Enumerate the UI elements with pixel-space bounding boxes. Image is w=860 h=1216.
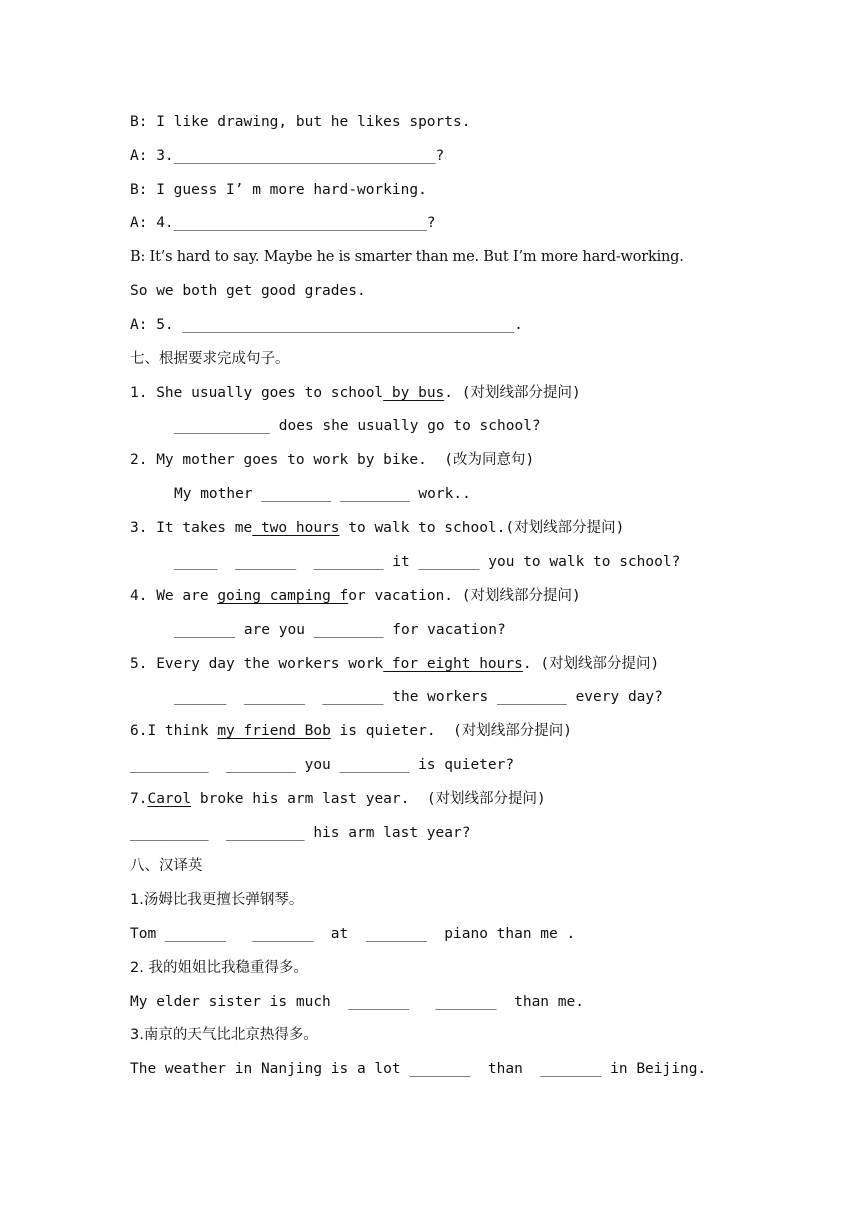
s7-q6-instruction: is quieter. (对划线部分提问) bbox=[330, 723, 572, 739]
s7-q5-text: 5. Every day the workers work bbox=[130, 656, 384, 672]
dialogue-line-b1: B: I like drawing, but he likes sports. bbox=[130, 114, 471, 130]
dialogue-line-a5: A: 5. ______________________________________. bbox=[130, 317, 523, 333]
s7-q4-underlined: going camping f bbox=[217, 588, 349, 604]
s7-answer-6: _________ ________ you ________ is quieter? bbox=[130, 757, 515, 773]
s7-answer-5: ______ _______ _______ the workers ________ every day? bbox=[174, 689, 663, 705]
s7-q7-underlined: Carol bbox=[147, 791, 192, 807]
section-8-heading: 八、汉译英 bbox=[130, 858, 203, 874]
s8-question-2: 2. 我的姐姐比我稳重得多。 bbox=[130, 960, 308, 976]
section-7-heading: 七、根据要求完成句子。 bbox=[130, 351, 290, 367]
s7-answer-4: _______ are you ________ for vacation? bbox=[174, 622, 506, 638]
s7-q1-instruction: . (对划线部分提问) bbox=[444, 385, 581, 401]
s7-question-3 bbox=[130, 518, 624, 538]
s7-answer-2: My mother ________ ________ work.. bbox=[174, 486, 471, 502]
dialogue-line-b2: B: I guess I’ m more hard-working. bbox=[130, 182, 427, 198]
s7-q7-instruction: broke his arm last year. (对划线部分提问) bbox=[191, 791, 546, 807]
s7-q1-underlined: by bus bbox=[383, 385, 445, 401]
s7-q6-text: 6.I think bbox=[130, 723, 218, 739]
s7-q4-instruction: or vacation. (对划线部分提问) bbox=[348, 588, 581, 604]
s8-question-1: 1.汤姆比我更擅长弹钢琴。 bbox=[130, 892, 304, 908]
s7-q3-text: 3. It takes me bbox=[130, 520, 253, 536]
s7-question-6 bbox=[130, 721, 572, 741]
s7-q6-underlined: my friend Bob bbox=[217, 723, 331, 739]
s7-q5-underlined: for eight hours bbox=[383, 656, 523, 672]
s7-q1-text: 1. She usually goes to school bbox=[130, 385, 384, 401]
dialogue-line-b3: B: It’s hard to say. Maybe he is smarter than me. But I’m more hard-working. bbox=[130, 249, 684, 265]
s7-question-5 bbox=[130, 654, 659, 674]
s7-question-4 bbox=[130, 586, 581, 606]
s7-question-1 bbox=[130, 383, 581, 403]
s7-answer-7: _________ _________ his arm last year? bbox=[130, 825, 471, 841]
s7-q5-instruction: . (对划线部分提问) bbox=[522, 656, 660, 672]
s7-q3-underlined: two hours bbox=[252, 520, 340, 536]
s7-question-2: 2. My mother goes to work by bike. (改为同意句) bbox=[130, 452, 535, 468]
s7-answer-3: _____ _______ ________ it _______ you to walk to school? bbox=[174, 554, 681, 570]
s8-question-3: 3.南京的天气比北京热得多。 bbox=[130, 1027, 318, 1043]
s8-answer-3: The weather in Nanjing is a lot _______ than _______ in Beijing. bbox=[130, 1061, 707, 1077]
dialogue-line-b3-cont: So we both get good grades. bbox=[130, 283, 366, 299]
s7-q3-instruction: to walk to school.(对划线部分提问) bbox=[339, 520, 625, 536]
dialogue-line-a3: A: 3.______________________________? bbox=[130, 148, 445, 164]
s8-answer-2: My elder sister is much _______ _______ than me. bbox=[130, 994, 584, 1010]
s7-q7-text: 7. bbox=[130, 791, 148, 807]
s7-q4-text: 4. We are bbox=[130, 588, 218, 604]
s7-answer-1: ___________ does she usually go to school? bbox=[174, 418, 541, 434]
s7-question-7 bbox=[130, 789, 546, 809]
dialogue-line-a4: A: 4._____________________________? bbox=[130, 215, 436, 231]
s8-answer-1: Tom _______ _______ at _______ piano than me . bbox=[130, 926, 576, 942]
